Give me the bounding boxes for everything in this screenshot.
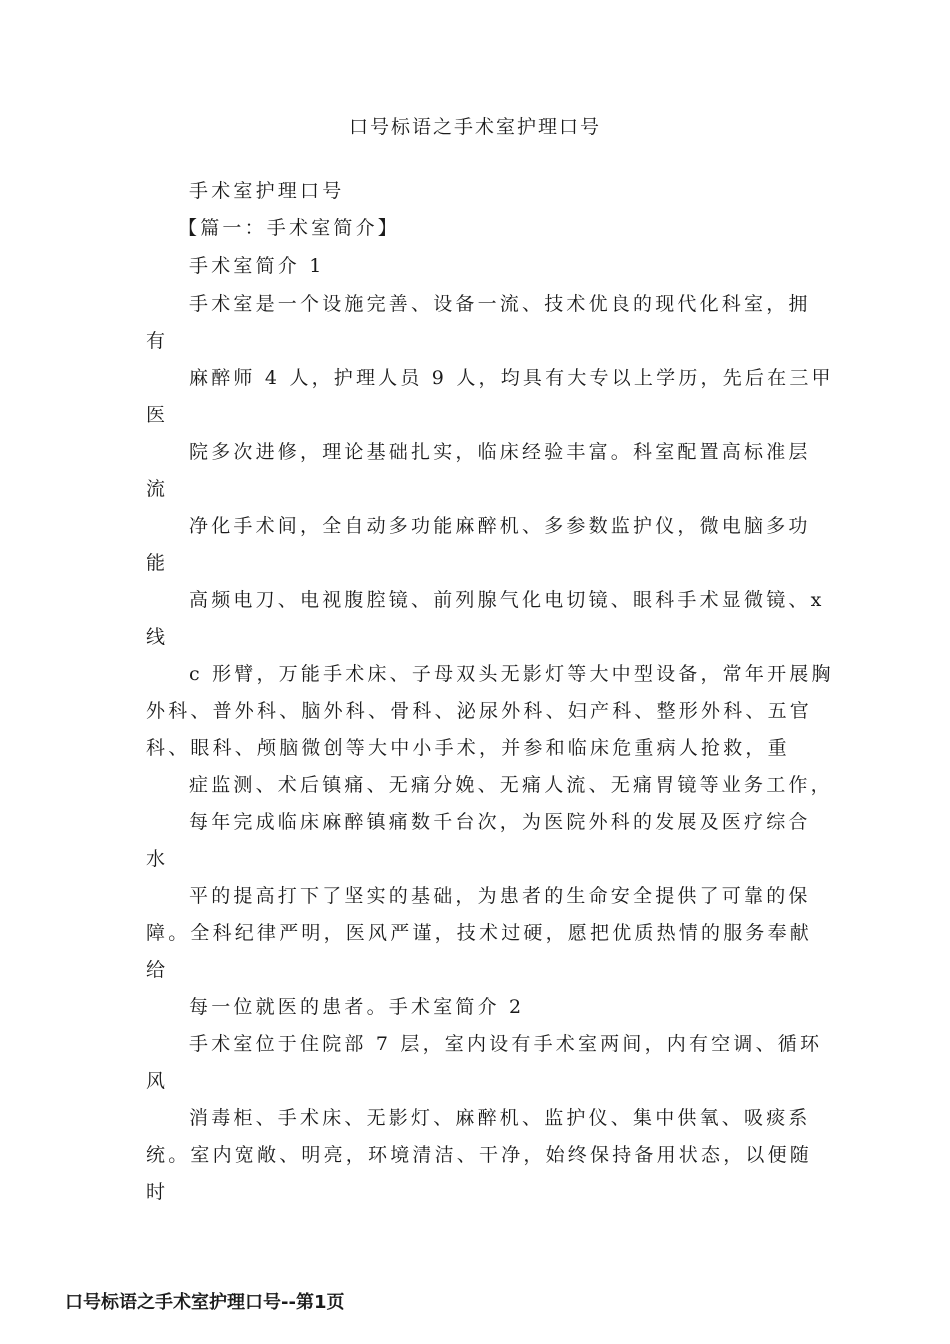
body-line: 风 (146, 1070, 169, 1092)
body-line: 时 (146, 1181, 169, 1203)
body-line: 每年完成临床麻醉镇痛数千台次，为医院外科的发展及医疗综合 (189, 811, 811, 833)
body-line: 麻醉师 4 人，护理人员 9 人，均具有大专以上学历，先后在三甲 (189, 367, 834, 389)
body-line: 平的提高打下了坚实的基础，为患者的生命安全提供了可靠的保 (189, 885, 811, 907)
section-heading: 【篇一：手术室简介】 (178, 217, 401, 239)
body-line: 有 (146, 330, 169, 352)
subsection-heading: 手术室简介 1 (189, 255, 325, 277)
page-footer: 口号标语之手术室护理口号--第1页 (65, 1292, 345, 1313)
body-line: 院多次进修，理论基础扎实，临床经验丰富。科室配置高标准层 (189, 441, 811, 463)
document-title: 口号标语之手术室护理口号 (348, 116, 601, 138)
body-line: 手术室是一个设施完善、设备一流、技术优良的现代化科室，拥 (189, 293, 811, 315)
body-line: 消毒柜、手术床、无影灯、麻醉机、监护仪、集中供氧、吸痰系 (189, 1107, 811, 1129)
body-line: 水 (146, 848, 169, 870)
body-line: 医 (146, 404, 169, 426)
body-line: c 形臂，万能手术床、子母双头无影灯等大中型设备，常年开展胸 (189, 663, 834, 685)
body-line: 手术室护理口号 (189, 180, 345, 202)
body-line: 外科、普外科、脑外科、骨科、泌尿外科、妇产科、整形外科、五官 (146, 700, 813, 722)
body-line: 障。全科纪律严明，医风严谨，技术过硬，愿把优质热情的服务奉献 (146, 922, 813, 944)
body-line: 统。室内宽敞、明亮，环境清洁、干净，始终保持备用状态，以便随 (146, 1144, 813, 1166)
body-line: 净化手术间，全自动多功能麻醉机、多参数监护仪，微电脑多功 (189, 515, 811, 537)
body-line: 科、眼科、颅脑微创等大中小手术，并参和临床危重病人抢救，重 (146, 737, 790, 759)
body-line: 高频电刀、电视腹腔镜、前列腺气化电切镜、眼科手术显微镜、x (189, 589, 825, 611)
body-line: 能 (146, 552, 169, 574)
body-line: 线 (146, 626, 169, 648)
body-line: 给 (146, 959, 169, 981)
body-line: 每一位就医的患者。手术室简介 2 (189, 996, 525, 1018)
body-line: 手术室位于住院部 7 层，室内设有手术室两间，内有空调、循环 (189, 1033, 823, 1055)
body-line: 流 (146, 478, 169, 500)
body-line: 症监测、术后镇痛、无痛分娩、无痛人流、无痛胃镜等业务工作， (189, 774, 833, 796)
